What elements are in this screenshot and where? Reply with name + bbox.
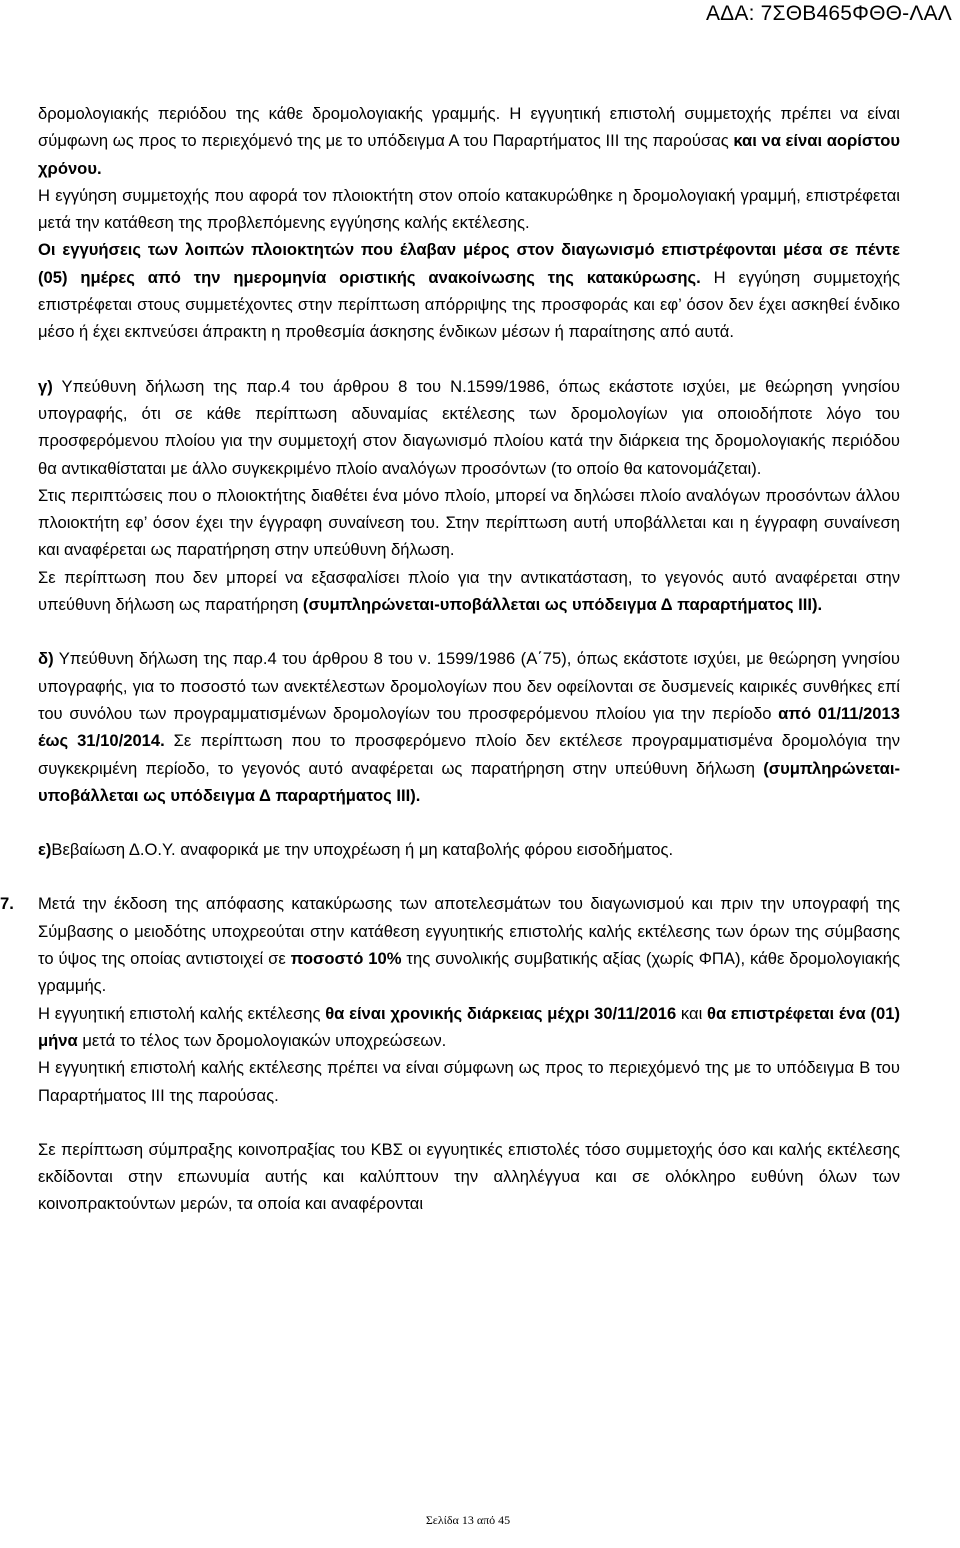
paragraph-performance-guarantee [38, 890, 900, 999]
text: της συνολικής συμβατικής αξίας (χωρίς ΦΠΑ), κάθε δρομολογιακής γραμμής. [38, 949, 900, 996]
paragraph-guarantee-validity [38, 100, 900, 182]
text-bold: Οι εγγυήσεις των λοιπών πλοιοκτητών που έλαβαν μέρος στον διαγωνισμό επιστρέφονται μέσα σε πέντε (05) ημέρες από την ημερομηνία οριστικής ανακοίνωσης της κατακύρωσης. [38, 240, 900, 287]
text: Μετά την έκδοση της απόφασης κατακύρωσης των αποτελεσμάτων του διαγωνισμού και πριν την υπογραφή της Σύμβασης ο μειοδότης υποχρεούται στην κατάθεση εγγυητικής επιστολής καλής εκτέλεσης των όρων της σύμβασης το ύψος της οποίας αντιστοιχεί σε [38, 894, 900, 969]
text-bold: ποσοστό 10% [290, 949, 402, 969]
spacer [38, 346, 900, 373]
item-number: 7. [0, 894, 14, 914]
paragraph-item-delta [38, 645, 900, 809]
item-label: δ) [38, 649, 54, 669]
paragraph-item-gamma [38, 373, 900, 482]
item-label: γ) [38, 376, 53, 396]
paragraph-guarantee-duration [38, 1000, 900, 1055]
paragraph-return-winner-guarantee: Η εγγύηση συμμετοχής που αφορά τον πλοιοκτήτη στον οποίο κατακυρώθηκε η δρομολογιακή γραμμή, επιστρέφεται μετά την κατάθεση της προβλεπόμενης εγγύησης καλής εκτέλεσης. [38, 185, 900, 233]
text-bold: θα επιστρέφεται ένα (01) μήνα [38, 1003, 900, 1050]
document-body [0, 100, 900, 1218]
text-bold: θα είναι χρονικής διάρκειας μέχρι 30/11/2016 [325, 1003, 677, 1023]
text: Υπεύθυνη δήλωση της παρ.4 του άρθρου 8 του ν. 1599/1986 (Α΄75), όπως εκάστοτε ισχύει, με θεώρηση γνησίου υπογραφής, για το ποσοστό των ανεκτέλεστων δρομολογίων που δεν οφείλονται σε δυσμενείς καιρικές συνθήκες επί του συνόλου των προγραμματισμένων δρομολογίων του προσφερόμενου πλοίου για την περίοδο [38, 649, 900, 723]
text: δρομολογιακής περιόδου της κάθε δρομολογιακής γραμμής. Η εγγυητική επιστολή συμμετοχής πρέπει να είναι σύμφωνη ως προς το περιεχόμενό της με το υπόδειγμα Α του Παραρτήματος ΙΙΙ της παρούσας [38, 104, 900, 151]
text: Βεβαίωση Δ.Ο.Υ. αναφορικά με την υποχρέωση ή μη καταβολής φόρου εισοδήματος. [51, 840, 674, 860]
text: Σε περίπτωση που δεν μπορεί να εξασφαλίσει πλοίο για την αντικατάσταση, το γεγονός αυτό αναφέρεται στην υπεύθυνη δήλωση ως παρατήρηση [38, 567, 900, 615]
item-label: ε) [38, 840, 52, 860]
numbered-item-7 [0, 890, 900, 1217]
text: Η εγγύηση συμμετοχής επιστρέφεται στους συμμετέχοντες στην περίπτωση απόρριψης της προσφοράς και εφ’ όσον δεν έχει ασκηθεί ένδικο μέσο ή έχει εκπνεύσει άπρακτη η προθεσμία άσκησης ένδικων μέσων ή παραίτησης από αυτά. [38, 267, 900, 342]
paragraph-single-ship-owner: Στις περιπτώσεις που ο πλοιοκτήτης διαθέτει ένα μόνο πλοίο, μπορεί να δηλώσει πλοίο αναλόγων προσόντων άλλου πλοιοκτήτη εφ’ όσον έχει την έγγραφη συναίνεση του. Στην περίπτωση αυτή υποβάλλεται και η έγγραφη συναίνεση και αναφέρεται ως παρατήρηση στην υπεύθυνη δήλωση. [38, 485, 900, 560]
text: Η εγγυητική επιστολή καλής εκτέλεσης [38, 1003, 326, 1023]
text: και [676, 1003, 708, 1023]
spacer [38, 1109, 900, 1136]
paragraph-no-replacement [38, 564, 900, 619]
ada-code: ΑΔΑ: 7ΣΘΒ465ΦΘΘ-ΛΑΛ [705, 2, 952, 25]
text: Υπεύθυνη δήλωση της παρ.4 του άρθρου 8 του Ν.1599/1986, όπως εκάστοτε ισχύει, με θεώρηση γνησίου υπογραφής, ότι σε κάθε περίπτωση αδυναμίας εκτέλεσης των δρομολογίων για οποιοδήποτε λόγο του προσφερόμενου πλοίου για την συμμετοχή στον διαγωνισμό πλοίου κατά την διάρκεια της δρομολογιακής περιόδου θα αντικαθίσταται με άλλο συγκεκριμένο πλοίο αναλόγων προσόντων (το οποίο θα κατονομάζεται). [38, 376, 900, 478]
text-bold: και να είναι αορίστου χρόνου. [38, 131, 900, 178]
text-bold: (συμπληρώνεται-υποβάλλεται ως υπόδειγμα Δ παραρτήματος ΙΙΙ). [302, 595, 823, 615]
spacer [38, 809, 900, 836]
paragraph-guarantee-template: Η εγγυητική επιστολή καλής εκτέλεσης πρέπει να είναι σύμφωνη ως προς το περιεχόμενό της με το υπόδειγμα Β του Παραρτήματος ΙΙΙ της παρούσας. [38, 1058, 900, 1105]
text: μετά το τέλος των δρομολογιακών υποχρεώσεων. [77, 1030, 447, 1050]
text-bold: (συμπληρώνεται-υποβάλλεται ως υπόδειγμα Δ παραρτήματος ΙΙΙ). [38, 758, 900, 805]
spacer [38, 618, 900, 645]
paragraph-return-other-guarantees [38, 236, 900, 345]
spacer [38, 863, 900, 890]
paragraph-consortium: Σε περίπτωση σύμπραξης κοινοπραξίας του ΚΒΣ οι εγγυητικές επιστολές τόσο συμμετοχής όσο και καλής εκτέλεσης εκδίδονται στην επωνυμία αυτής και καλύπτουν την αλληλέγγυα και σε ολόκληρο ευθύνη όλων των κοινοπρακτούντων μερών, τα οποία και αναφέρονται [38, 1139, 900, 1214]
text-bold: από 01/11/2013 έως 31/10/2014. [38, 703, 900, 751]
text: Σε περίπτωση που το προσφερόμενο πλοίο δεν εκτέλεσε προγραμματισμένα δρομολόγια την συγκεκριμένη περίοδο, το γεγονός αυτό αναφέρεται ως παρατήρηση στην υπεύθυνη δήλωση [38, 731, 900, 778]
page-number: Σελίδα 13 από 45 [425, 1513, 511, 1527]
paragraph-item-epsilon [38, 836, 900, 863]
